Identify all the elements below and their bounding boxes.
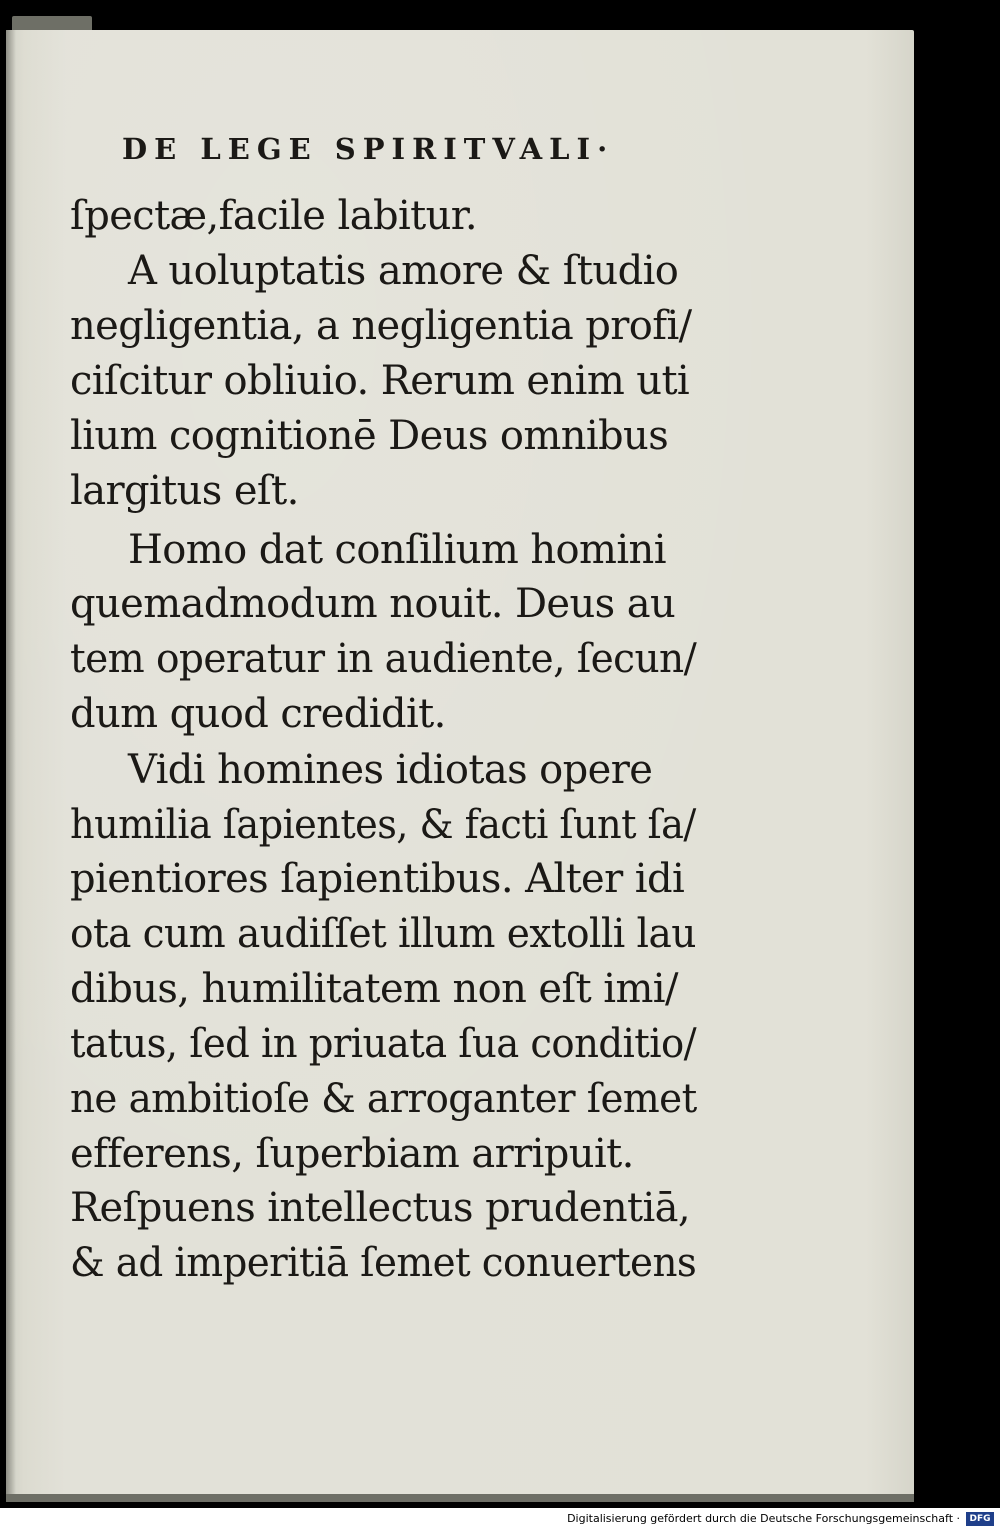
text-line: pientiores ſapientibus. Alter idi (70, 856, 685, 902)
text-line: quemadmodum nouit. Deus au (70, 581, 676, 627)
text-line: Reſpuens intellectus prudentiā, (70, 1185, 691, 1231)
text-line: ne ambitioſe & arroganter ſemet (70, 1076, 697, 1122)
text-line: negligentia, a negligentia profi/ (70, 303, 692, 349)
text-line: dibus, humilitatem non eſt imi/ (70, 966, 678, 1012)
text-line: dum quod credidit. (70, 691, 446, 737)
text-line: ſpectæ,facile labitur. (70, 193, 478, 239)
text-line: efferens, ſuperbiam arripuit. (70, 1131, 634, 1177)
text-line: ota cum audiſſet illum extolli lau (70, 911, 696, 957)
page-bottom-edge (6, 1494, 914, 1502)
book-page (6, 30, 914, 1496)
dfg-logo: DFG (966, 1512, 994, 1526)
text-line: lium cognitionē Deus omnibus (70, 413, 669, 459)
text-line: Vidi homines idiotas opere (128, 747, 653, 793)
funding-credit: Digitalisierung gefördert durch die Deutsche Forschungsgemeinschaft · (567, 1512, 960, 1525)
text-line: humilia ſapientes, & facti ſunt ſa/ (70, 802, 696, 848)
text-line: ciſcitur obliuio. Rerum enim uti (70, 358, 690, 404)
text-line: largitus eſt. (70, 468, 299, 514)
digitization-footer (0, 1508, 1000, 1531)
text-line: tem operatur in audiente, ſecun/ (70, 636, 697, 682)
running-head: DE LEGE SPIRITVALI· (122, 132, 615, 166)
text-line: tatus, ſed in priuata ſua conditio/ (70, 1021, 697, 1067)
text-line: & ad imperitiā ſemet conuertens (70, 1240, 697, 1286)
page-text-block (6, 30, 914, 1496)
text-line: A uoluptatis amore & ſtudio (128, 248, 679, 294)
text-line: Homo dat conſilium homini (128, 527, 666, 573)
